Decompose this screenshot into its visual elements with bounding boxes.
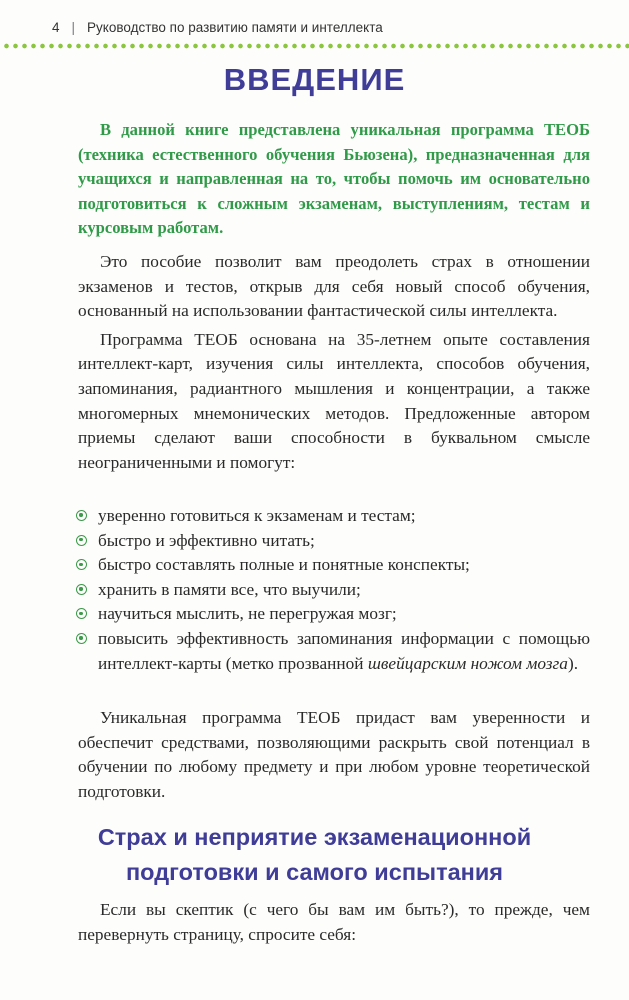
circled-dot-icon <box>76 559 87 570</box>
list-item-text: быстро и эффективно читать; <box>98 530 315 550</box>
list-item <box>76 578 590 603</box>
header-separator: | <box>71 20 76 35</box>
circled-dot-icon <box>76 608 87 619</box>
circled-dot-icon <box>76 535 87 546</box>
list-item <box>76 602 590 627</box>
list-item-text: хранить в памяти все, что выучили; <box>98 579 361 599</box>
list-item-text: быстро составлять полные и понятные конспекты; <box>98 555 470 575</box>
page-number: 4 <box>52 20 60 35</box>
list-item-text-after: ). <box>567 653 579 673</box>
intro-body <box>78 250 590 475</box>
body-paragraph-1: Это пособие позволит вам преодолеть страх в отношении экзаменов и тестов, открыв для себя новый способ обучения, основанный на использовании фантастической силы интеллекта. <box>78 252 590 321</box>
section-title-line-1: Страх и неприятие экзаменационной <box>97 824 532 850</box>
section-paragraph: Если вы скептик (с чего бы вам им быть?), то прежде, чем перевернуть страницу, спросите себя: <box>78 900 590 944</box>
closing-paragraph: Уникальная программа ТЕОБ придаст вам уверенности и обеспечит средствами, позволяющими раскрыть свой потенциал в обучении по любому предмету и при любом уровне теоретической подготовки. <box>78 708 590 801</box>
book-title: Руководство по развитию памяти и интеллекта <box>87 20 383 35</box>
section-title <box>0 820 629 890</box>
circled-dot-icon <box>76 633 87 644</box>
section-body <box>78 898 590 947</box>
list-item-italic: швейцарским ножом мозга <box>367 653 568 673</box>
list-item <box>76 553 590 578</box>
closing-body <box>78 706 590 804</box>
list-item <box>76 529 590 554</box>
dotted-rule-divider <box>0 43 629 49</box>
list-item <box>76 504 590 529</box>
list-item-text: научиться мыслить, не перегружая мозг; <box>98 604 397 624</box>
section-title-line-2: подготовки и самого испытания <box>125 859 504 885</box>
body-paragraph-2: Программа ТЕОБ основана на 35-летнем опыте составления интеллект-карт, изучения силы интеллекта, способов обучения, запоминания, радиантного мышления и концентрации, а также многомерных мнемонических методов. Предложенные автором приемы сделают ваши способности в буквальном смысле неограниченными и помогут: <box>78 329 590 472</box>
circled-dot-icon <box>76 584 87 595</box>
list-item <box>76 627 590 676</box>
circled-dot-icon <box>76 510 87 521</box>
lead-paragraph: В данной книге представлена уникальная программа ТЕОБ (техника естественного обучения Бьюзена), предназначенная для учащихся и направленная на то, чтобы помочь им основательно подготовиться к сложным экзаменам, выступлениям, тестам и курсовым работам. <box>78 120 590 238</box>
chapter-title: ВВЕДЕНИЕ <box>223 62 406 97</box>
list-item-text-before: повысить эффективность запоминания информации с помощью интеллект-карты (метко прозванной <box>98 628 590 673</box>
benefits-list <box>76 504 590 676</box>
list-item-text: уверенно готовиться к экзаменам и тестам; <box>98 506 416 525</box>
running-header <box>52 20 383 35</box>
